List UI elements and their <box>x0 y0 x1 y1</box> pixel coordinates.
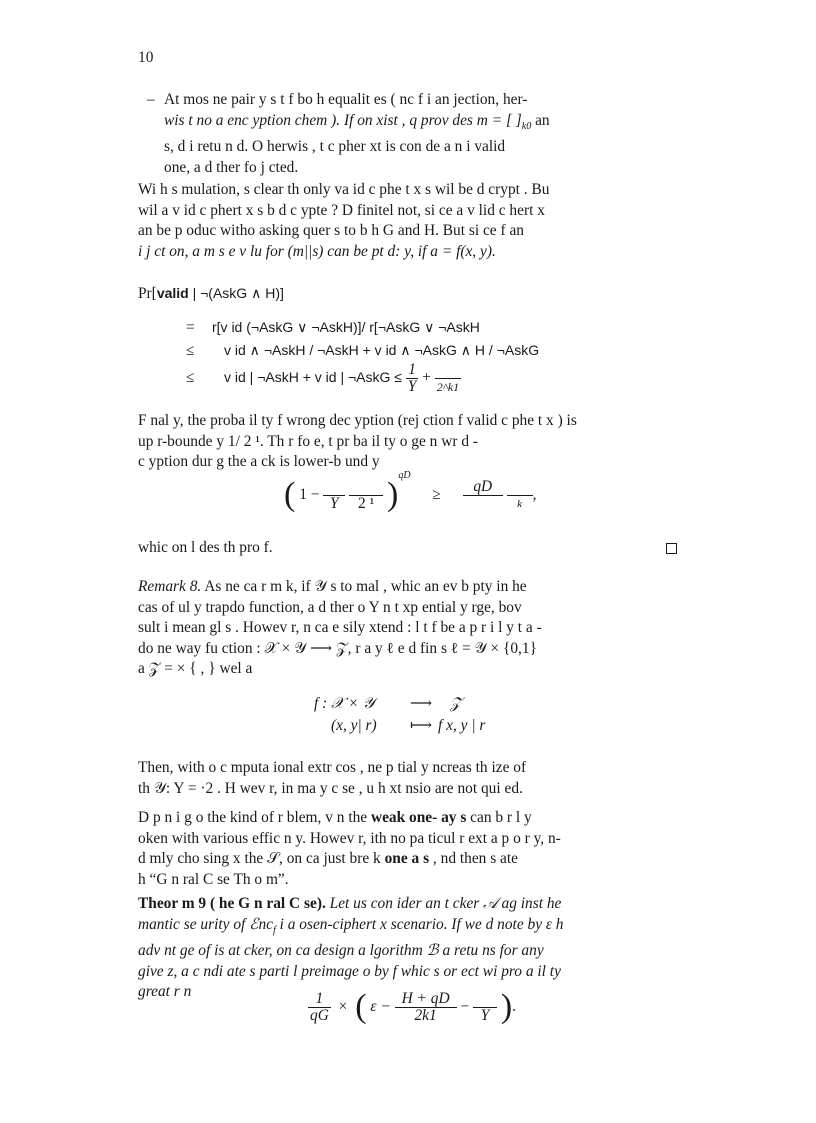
para3-line: whic on l des th pro f. <box>138 539 273 556</box>
paragraph-4 <box>138 758 680 799</box>
eq2-sup: qD <box>398 470 411 482</box>
para5-bold-3: one a <box>384 850 420 867</box>
eq2-comma: , <box>532 485 537 503</box>
para4-line: th 𝒴: Y = ·2 . H wev r, in ma y c se , u h xt nsio are not qui ed. <box>138 779 523 797</box>
theorem-text: Let us con ider an t cker 𝒜 ag inst he <box>325 895 562 912</box>
para4-line: Then, with o c mputa ional extr cos , ne p tial y ncreas th ize of <box>138 759 527 776</box>
eq2-frac4-num <box>507 479 533 496</box>
eq4-frac-num: H + qD <box>395 991 457 1008</box>
eq4-den: qG <box>310 1006 329 1024</box>
remark-label: Remark 8. <box>138 578 202 595</box>
frac2-den: 2^k1 <box>436 380 460 394</box>
para1-line: Wi h s mulation, s clear th only va id c phe t x s wil be d crypt . Bu <box>138 181 550 198</box>
eq3-l1b: 𝒵 <box>450 695 462 712</box>
eq2-frac4 <box>507 479 533 512</box>
eq4-minus: − <box>460 997 470 1015</box>
paragraph-5 <box>138 808 680 890</box>
eq2-frac3-den <box>463 496 503 512</box>
para5-line: h “G n ral C se Th o m”. <box>138 870 289 888</box>
eq4-eps: ε − <box>370 997 391 1015</box>
remark-line: cas of ul y trapdo function, a d ther o Y n t xp ential y rge, bov <box>138 598 522 616</box>
remark-line: sult i mean gl s . Howev r, n ca e sily xtend : l t f be a p r i l y t a - <box>138 619 542 636</box>
eq-rel: ≤ <box>186 342 195 359</box>
eq-pr: Pr[ <box>138 285 157 302</box>
eq2-open: ( <box>284 476 296 513</box>
theorem-line <box>138 915 680 942</box>
theorem-9 <box>138 894 680 1003</box>
para5-line <box>138 849 680 870</box>
eq2-frac1-den: Y <box>330 494 339 512</box>
eq3-mapsto-icon: ⟼ <box>410 717 433 734</box>
eq2-frac4-den: k <box>517 497 523 510</box>
para1-line: an be p oduc witho asking quer s to b h G and H. But si ce f an <box>138 222 524 239</box>
remark-line: a 𝒵 = × { , } wel a <box>138 660 253 677</box>
para5-text-2: can b r l y <box>470 809 532 826</box>
eq3-l2b: f x, y | r <box>438 717 486 734</box>
para5-bold: weak one- ay <box>370 809 457 826</box>
para2-line: up r-bounde y 1/ 2 ¹. Th r fo e, t pr ba il ty o ge n wr d - <box>138 432 478 450</box>
paragraph-3 <box>138 538 680 559</box>
bullet-line-1 <box>147 90 680 111</box>
remark-8 <box>138 577 680 680</box>
equation-head <box>138 283 284 305</box>
eq2-frac1 <box>323 479 345 512</box>
frac-den: Y <box>407 378 417 395</box>
para5-bold-2: s <box>456 809 471 826</box>
eq-fraction-2 <box>435 362 461 395</box>
eq3-arrow-icon: ⟶ <box>410 695 433 712</box>
bullet-sub: k0 <box>521 120 532 132</box>
eq-body: r[v id (¬AskG ∨ ¬AskH)]/ r[¬AskG ∨ ¬AskH <box>212 319 480 335</box>
para5-text-3: d mly cho sing x the 𝒮, on ca just bre k <box>138 850 385 867</box>
theorem-text-2: mantic se urity of ℰnc <box>138 915 273 933</box>
eq4-frac-outer <box>308 991 331 1024</box>
para1-line: i j ct on, a m s e v lu for (m||s) can be pt d: y, if a = f(x, y). <box>138 242 496 260</box>
eq-plus: + <box>422 369 431 387</box>
theorem-line: great r n <box>138 983 192 1001</box>
eq-rel: ≤ <box>186 369 195 387</box>
frac2-num <box>435 362 461 379</box>
eq2-frac3-num: qD <box>463 479 503 496</box>
bullet-text-2-tail: an <box>531 111 550 129</box>
para2-line: F nal y, the proba il ty f wrong dec yption (rej ction f valid c phe t x ) is <box>138 412 577 429</box>
eq4-frac-y <box>473 991 497 1024</box>
eq2-frac1-num <box>323 479 345 496</box>
equation-line-3 <box>186 362 461 395</box>
page-number: 10 <box>138 49 154 66</box>
equation-line-1 <box>186 317 480 339</box>
eq2-frac2 <box>349 479 383 512</box>
eq4-num: 1 <box>308 991 331 1008</box>
eq4-frac-den: 2k1 <box>414 1006 437 1024</box>
eq-valid: valid <box>156 285 189 301</box>
theorem-line: give z, a c ndi ate s parti l preimage o by f whic s or ect wi pro a il ty <box>138 962 561 980</box>
equation-2 <box>284 470 537 513</box>
eq4-dot: . <box>512 997 517 1015</box>
para2-line: c yption dur g the a ck is lower-b und y <box>138 453 380 470</box>
theorem-line: adv nt ge of is at cker, on ca design a lgorithm ℬ a retu ns for any <box>138 942 544 960</box>
eq2-frac2-num <box>349 479 383 496</box>
eq2-geq: ≥ <box>432 485 441 503</box>
bullet-line-4: one, a d ther fo j cted. <box>164 158 299 176</box>
bullet-dash: – <box>147 91 155 108</box>
equation-3-line-1 <box>314 694 462 715</box>
bullet-item <box>147 90 680 178</box>
frac-num: 1 <box>406 362 419 379</box>
bullet-text-1: At mos ne pair y s t f bo h equalit es ( nc f i an jection, her- <box>164 91 528 108</box>
equation-3-line-2 <box>331 716 485 737</box>
eq2-close: ) <box>387 476 399 513</box>
eq2-frac2-den: 2 ¹ <box>358 494 375 512</box>
para5-bold-4: s <box>419 850 430 867</box>
theorem-text-2-tail: i a osen-ciphert x scenario. If we d note by ε h <box>275 915 564 933</box>
paragraph-1 <box>138 180 680 262</box>
theorem-sub: f <box>272 924 276 936</box>
eq-rel: = <box>186 319 195 336</box>
para5-text-4: , nd then s ate <box>429 850 518 867</box>
theorem-line <box>138 894 680 915</box>
equation-4 <box>308 990 516 1024</box>
bullet-line-2 <box>147 111 680 138</box>
eq2-one: 1 − <box>299 485 320 503</box>
eq-rest: | ¬(AskG ∧ H)] <box>188 285 284 301</box>
remark-text: As ne ca r m k, if 𝒴 s to mal , whic an ev b pty in he <box>201 578 527 595</box>
equation-line-2 <box>186 340 539 362</box>
bullet-line-3: s, d i retu n d. O herwis , t c pher xt is con de a n i valid <box>164 138 506 156</box>
remark-line: do ne way fu ction : 𝒳 × 𝒴 ⟶ 𝒵, r a y ℓ e d fin s ℓ = 𝒴 × {0,1} <box>138 639 537 657</box>
eq-fraction <box>406 362 419 395</box>
bullet-text-2: wis t no a enc yption chem ). If on xist , q prov des m = [ ] <box>164 111 522 129</box>
remark-line <box>138 577 680 598</box>
para5-line <box>138 808 680 829</box>
para5-line: oken with various effic n y. Howev r, ith no pa ticul r ext a p o r y, n- <box>138 829 561 847</box>
eq3-l1a: f : 𝒳 × 𝒴 <box>314 695 375 712</box>
eq4-frac-y-num <box>473 991 497 1008</box>
eq-body: v id | ¬AskH + v id | ¬AskG ≤ <box>224 369 402 386</box>
eq4-frac-inner <box>395 991 457 1024</box>
paragraph-2 <box>138 411 680 473</box>
eq2-frac3 <box>463 479 503 512</box>
eq4-times: × <box>338 997 348 1015</box>
qed-square-icon <box>666 543 677 554</box>
eq4-open: ( <box>355 988 367 1025</box>
theorem-label: Theor m 9 ( he G n ral C se). <box>138 895 326 912</box>
eq3-l2a: (x, y| r) <box>331 717 377 734</box>
eq4-close: ) <box>500 988 513 1025</box>
eq-body: v id ∧ ¬AskH / ¬AskH + v id ∧ ¬AskG ∧ H / ¬AskG <box>224 342 540 358</box>
para1-line: wil a v id c phert x s b d c ypte ? D finitel not, si ce a v lid c hert x <box>138 201 545 219</box>
para5-text: D p n i g o the kind of r blem, v n the <box>138 809 371 826</box>
eq4-frac-y-den: Y <box>480 1006 490 1024</box>
